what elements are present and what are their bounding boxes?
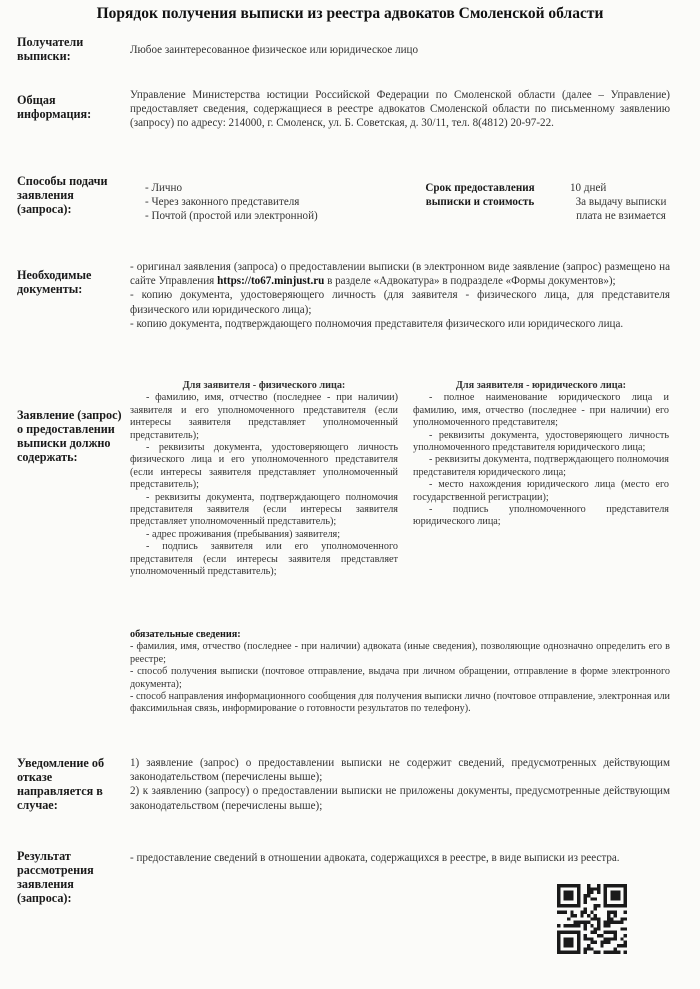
qr-module <box>567 944 570 947</box>
qr-module <box>587 944 590 947</box>
qr-module <box>604 884 607 887</box>
qr-module <box>617 891 620 894</box>
qr-module <box>604 924 607 927</box>
term-label: Срок предоставления выписки и стоимость <box>425 182 535 209</box>
qr-module <box>584 911 587 914</box>
qr-module <box>564 904 567 907</box>
qr-module <box>567 891 570 894</box>
qr-module <box>607 951 610 954</box>
qr-module <box>564 951 567 954</box>
qr-module <box>610 884 613 887</box>
qr-module <box>597 917 600 920</box>
qr-module <box>590 924 593 927</box>
general-label: Общая информация: <box>17 93 92 121</box>
qr-module <box>594 931 597 934</box>
qr-module <box>604 897 607 900</box>
qr-module <box>570 884 573 887</box>
qr-module <box>560 904 563 907</box>
qr-module <box>570 904 573 907</box>
qr-module <box>624 917 627 920</box>
qr-module <box>577 947 580 950</box>
qr-module <box>560 951 563 954</box>
qr-module <box>617 951 620 954</box>
qr-module <box>577 934 580 937</box>
qr-module <box>617 894 620 897</box>
individual-column <box>130 380 398 579</box>
qr-module <box>624 897 627 900</box>
qr-module <box>594 904 597 907</box>
qr-module <box>624 904 627 907</box>
qr-module <box>620 937 623 940</box>
qr-module <box>570 924 573 927</box>
qr-module <box>607 917 610 920</box>
methods-item: - Через законного представителя <box>145 196 300 209</box>
qr-module <box>564 891 567 894</box>
qr-module <box>584 894 587 897</box>
qr-module <box>557 891 560 894</box>
methods-list <box>145 181 395 224</box>
qr-module <box>584 897 587 900</box>
qr-module <box>570 941 573 944</box>
qr-module <box>570 914 573 917</box>
qr-module <box>587 891 590 894</box>
qr-module <box>620 944 623 947</box>
qr-module <box>610 921 613 924</box>
qr-module <box>570 951 573 954</box>
qr-module <box>570 937 573 940</box>
qr-module <box>624 934 627 937</box>
qr-module <box>617 884 620 887</box>
qr-module <box>624 894 627 897</box>
qr-module <box>594 941 597 944</box>
qr-module <box>607 937 610 940</box>
qr-module <box>557 901 560 904</box>
qr-module <box>597 924 600 927</box>
refusal-label: Уведомление об отказе направляется в случае: <box>17 756 105 812</box>
qr-module <box>590 947 593 950</box>
qr-module <box>624 944 627 947</box>
qr-module <box>597 921 600 924</box>
qr-module <box>604 891 607 894</box>
qr-module <box>567 941 570 944</box>
qr-module <box>560 911 563 914</box>
qr-module <box>580 914 583 917</box>
qr-module <box>607 884 610 887</box>
methods-item: - Лично <box>145 182 182 194</box>
qr-module <box>574 884 577 887</box>
qr-module <box>577 951 580 954</box>
qr-module <box>624 951 627 954</box>
qr-module <box>590 911 593 914</box>
qr-module <box>574 904 577 907</box>
qr-module <box>614 914 617 917</box>
qr-module <box>617 921 620 924</box>
individual-item: - реквизиты документа, подтверждающего полномочия представителя заявителя (если интересы заявителя представляет уполномоченный представитель); <box>130 491 398 528</box>
qr-module <box>604 931 607 934</box>
individual-item: - адрес проживания (пребывания) заявителя; <box>146 528 341 540</box>
mandatory-item: - способ получения выписки (почтовое отправление, выдача при личном обращении, отправление в форме электронного документа); <box>130 666 670 690</box>
qr-module <box>564 884 567 887</box>
qr-module <box>557 924 560 927</box>
general-text: Управление Министерства юстиции Российской Федерации по Смоленской области (далее – Управление) предоставляет сведения, содержащиеся в реестре адвокатов Смоленской области по письменному заявлению (запросу) по адресу: 214000, г. Смоленск, ул. Б. Советская, д. 30/11, тел. 8(4812) 20-97-22. <box>130 89 670 130</box>
documents-label: Необходимые документы: <box>17 268 92 296</box>
documents-item-text: в разделе «Адвокатура» в подразделе «Формы документов»); <box>324 275 616 288</box>
qr-module <box>597 887 600 890</box>
qr-module <box>574 924 577 927</box>
qr-module <box>614 894 617 897</box>
qr-module <box>570 891 573 894</box>
mandatory-item: - фамилия, имя, отчество (последнее - при наличии) адвоката (иные сведения), позволяющие однозначно определить его в реестре; <box>130 641 670 665</box>
methods-item: - Почтой (простой или электронной) <box>145 210 318 223</box>
qr-module <box>604 937 607 940</box>
qr-module <box>614 951 617 954</box>
result-text: - предоставление сведений в отношении адвоката, содержащихся в реестре, в виде выписки из реестра. <box>130 852 620 864</box>
qr-module <box>607 914 610 917</box>
qr-module <box>557 931 560 934</box>
qr-module <box>580 911 583 914</box>
qr-module <box>607 904 610 907</box>
qr-module <box>584 924 587 927</box>
qr-module <box>574 951 577 954</box>
qr-module <box>607 931 610 934</box>
qr-module <box>567 894 570 897</box>
qr-module <box>624 891 627 894</box>
qr-module <box>570 931 573 934</box>
qr-module <box>557 941 560 944</box>
mandatory-header: обязательные сведения: <box>130 629 241 640</box>
qr-module <box>597 904 600 907</box>
qr-module <box>564 941 567 944</box>
qr-module <box>577 901 580 904</box>
qr-module <box>614 904 617 907</box>
individual-header: Для заявителя - физического лица: <box>182 380 346 391</box>
qr-module <box>564 937 567 940</box>
qr-module <box>610 904 613 907</box>
refusal-item: 1) заявление (запрос) о предоставлении выписки не содержит сведений, предусмотренных действующим законодательством (перечислены выше); <box>130 757 670 784</box>
qr-module <box>600 934 603 937</box>
legal-item: - полное наименование юридического лица и фамилию, имя, отчество (последнее - при наличии) его уполномоченного представителя; <box>413 392 669 429</box>
qr-module <box>594 914 597 917</box>
qr-module <box>564 894 567 897</box>
qr-module <box>567 904 570 907</box>
qr-code-icon <box>557 884 627 954</box>
qr-module <box>607 921 610 924</box>
qr-module <box>614 937 617 940</box>
documents-item: - копию документа, удостоверяющего личность (для заявителя - физического лица, для представителя физического или юридического лица); <box>130 289 670 316</box>
qr-module <box>597 951 600 954</box>
qr-module <box>620 921 623 924</box>
qr-module <box>567 897 570 900</box>
legal-item: - подпись уполномоченного представителя юридического лица; <box>413 504 669 528</box>
qr-module <box>560 884 563 887</box>
qr-module <box>624 927 627 930</box>
qr-module <box>610 951 613 954</box>
qr-module <box>577 891 580 894</box>
qr-module <box>577 894 580 897</box>
qr-module <box>600 941 603 944</box>
qr-module <box>597 884 600 887</box>
documents-item <box>130 260 670 288</box>
qr-module <box>604 941 607 944</box>
qr-module <box>620 884 623 887</box>
qr-module <box>564 897 567 900</box>
qr-module <box>624 887 627 890</box>
qr-module <box>557 904 560 907</box>
qr-module <box>557 947 560 950</box>
qr-module <box>590 897 593 900</box>
qr-module <box>614 891 617 894</box>
qr-module <box>590 941 593 944</box>
qr-module <box>610 891 613 894</box>
qr-module <box>587 894 590 897</box>
qr-module <box>607 911 610 914</box>
qr-module <box>617 904 620 907</box>
qr-module <box>594 897 597 900</box>
qr-module <box>597 934 600 937</box>
qr-module <box>610 911 613 914</box>
qr-module <box>567 951 570 954</box>
qr-module <box>590 937 593 940</box>
qr-module <box>614 921 617 924</box>
qr-module <box>620 927 623 930</box>
qr-module <box>604 887 607 890</box>
qr-module <box>574 931 577 934</box>
documents-item: - копию документа, подтверждающего полномочия представителя физического или юридического лица. <box>130 317 624 330</box>
qr-module <box>557 894 560 897</box>
qr-module <box>584 921 587 924</box>
site-link[interactable]: https://to67.minjust.ru <box>217 275 325 288</box>
qr-module <box>624 941 627 944</box>
methods-label: Способы подачи заявления (запроса): <box>17 174 108 216</box>
qr-module <box>577 931 580 934</box>
qr-module <box>570 897 573 900</box>
legal-item: - реквизиты документа, удостоверяющего личность уполномоченного представителя юридического лица; <box>413 429 669 454</box>
qr-module <box>557 897 560 900</box>
qr-module <box>594 887 597 890</box>
qr-module <box>557 951 560 954</box>
qr-module <box>570 944 573 947</box>
result-label: Результат рассмотрения заявления (запроса): <box>17 849 94 905</box>
qr-module <box>620 917 623 920</box>
qr-module <box>570 894 573 897</box>
qr-module <box>577 944 580 947</box>
qr-module <box>574 914 577 917</box>
qr-module <box>557 934 560 937</box>
qr-module <box>590 891 593 894</box>
qr-module <box>587 914 590 917</box>
qr-module <box>587 884 590 887</box>
individual-item: - фамилию, имя, отчество (последнее - при наличии) заявителя и его уполномоченного представителя (если интересы заявителя представляет уполномоченный представитель); <box>130 392 398 441</box>
qr-module <box>557 887 560 890</box>
qr-module <box>614 884 617 887</box>
qr-module <box>610 931 613 934</box>
qr-module <box>610 897 613 900</box>
legal-header: Для заявителя - юридического лица: <box>455 380 627 391</box>
qr-module <box>557 911 560 914</box>
legal-item: - место нахождения юридического лица (место его государственной регистрации); <box>413 479 669 503</box>
qr-module <box>590 931 593 934</box>
qr-module <box>594 917 597 920</box>
qr-module <box>610 894 613 897</box>
mandatory-block <box>130 629 670 716</box>
qr-module <box>564 911 567 914</box>
qr-module <box>604 894 607 897</box>
qr-module <box>584 947 587 950</box>
qr-module <box>574 921 577 924</box>
qr-module <box>580 921 583 924</box>
qr-module <box>577 904 580 907</box>
application-label: Заявление (запрос) о предоставлении выписки должно содержать: <box>17 408 122 464</box>
qr-module <box>577 897 580 900</box>
qr-module <box>590 887 593 890</box>
documents-list <box>130 260 670 331</box>
qr-module <box>577 921 580 924</box>
qr-module <box>577 887 580 890</box>
page-title: Порядок получения выписки из реестра адвокатов Смоленской области <box>96 5 604 22</box>
qr-module <box>577 937 580 940</box>
qr-module <box>577 924 580 927</box>
qr-module <box>584 927 587 930</box>
qr-module <box>597 891 600 894</box>
qr-module <box>610 917 613 920</box>
qr-module <box>597 927 600 930</box>
qr-module <box>600 944 603 947</box>
qr-module <box>594 951 597 954</box>
qr-module <box>604 901 607 904</box>
qr-module <box>617 897 620 900</box>
qr-module <box>594 927 597 930</box>
qr-module <box>614 934 617 937</box>
qr-module <box>607 941 610 944</box>
qr-module <box>604 921 607 924</box>
qr-module <box>614 897 617 900</box>
recipients-text: Любое заинтересованное физическое или юридическое лицо <box>130 44 419 56</box>
qr-module <box>584 937 587 940</box>
documents-item-text: - оригинал заявления (запроса) о предоставлении выписки (в электронном виде заявление (запрос) размещено на сайте Управления <box>130 261 670 288</box>
mandatory-item: - способ направления информационного сообщения для получения выписки лично (почтовое отправление, электронная или факсимильная связь, информирование о готовности результатов по телефону). <box>130 691 670 715</box>
qr-module <box>604 904 607 907</box>
qr-module <box>604 951 607 954</box>
qr-module <box>607 924 610 927</box>
qr-module <box>624 901 627 904</box>
qr-module <box>567 931 570 934</box>
qr-module <box>614 911 617 914</box>
qr-module <box>557 937 560 940</box>
qr-module <box>590 917 593 920</box>
qr-module <box>584 951 587 954</box>
qr-module <box>567 884 570 887</box>
qr-module <box>624 884 627 887</box>
refusal-item: 2) к заявлению (запросу) о предоставлении выписки не приложены документы, предусмотренные действующим законодательством (перечислены выше); <box>130 785 670 812</box>
qr-module <box>557 944 560 947</box>
qr-module <box>567 924 570 927</box>
legal-item: - реквизиты документа, подтверждающего полномочия представителя юридического лица; <box>413 454 669 478</box>
qr-module <box>587 947 590 950</box>
qr-module <box>564 931 567 934</box>
qr-module <box>564 924 567 927</box>
qr-module <box>567 937 570 940</box>
individual-item: - подпись заявителя или его уполномоченного представителя (если интересы заявителя представляет уполномоченный представитель); <box>130 541 398 578</box>
qr-module <box>620 904 623 907</box>
term-days: 10 дней <box>570 182 607 194</box>
legal-column <box>413 380 669 529</box>
qr-module <box>610 937 613 940</box>
qr-module <box>584 907 587 910</box>
qr-module <box>577 941 580 944</box>
qr-module <box>584 934 587 937</box>
qr-module <box>614 947 617 950</box>
qr-module <box>577 884 580 887</box>
qr-module <box>587 887 590 890</box>
qr-module <box>567 917 570 920</box>
qr-module <box>584 901 587 904</box>
qr-module <box>564 944 567 947</box>
qr-module <box>614 931 617 934</box>
qr-module <box>594 907 597 910</box>
qr-module <box>624 911 627 914</box>
qr-module <box>587 921 590 924</box>
recipients-label: Получатели выписки: <box>17 35 84 63</box>
qr-module <box>587 937 590 940</box>
qr-module <box>557 884 560 887</box>
individual-item: - реквизиты документа, удостоверяющего личность физического лица и его уполномоченного представителя (если интересы заявителя представляет уполномоченный представитель); <box>130 442 398 491</box>
term-fee: За выдачу выписки плата не взимается <box>575 196 667 223</box>
qr-module <box>570 911 573 914</box>
qr-module <box>560 931 563 934</box>
refusal-list <box>130 756 670 813</box>
qr-module <box>617 944 620 947</box>
